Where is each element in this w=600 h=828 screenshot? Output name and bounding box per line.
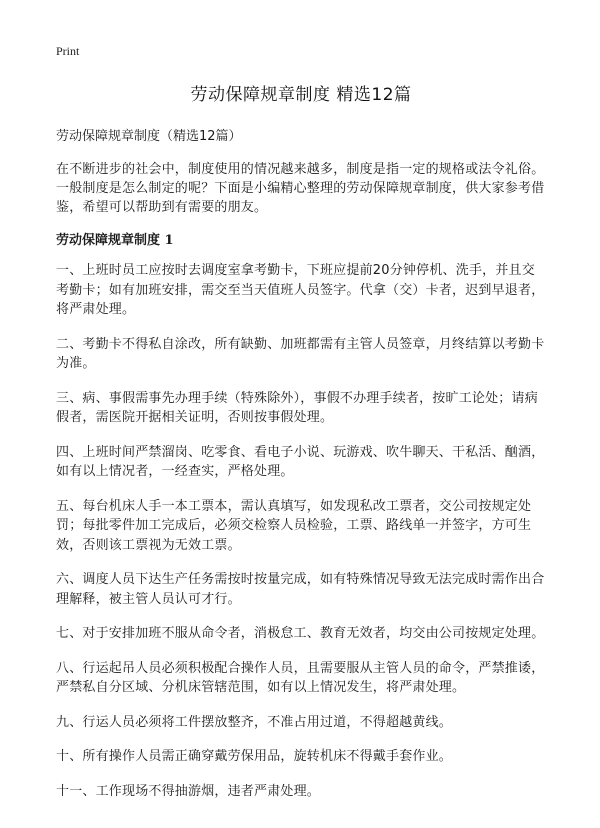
rule-item-5: 五、每台机床人手一本工票本，需认真填写，如发现私改工票者，交公司按规定处罚；每批零件加工完成后，必须交检察人员检验，工票、路线单一并签字，方可生效，否则该工票视为无效工票。 xyxy=(56,498,532,553)
page-title: 劳动保障规章制度 精选12篇 xyxy=(190,85,412,105)
rule-item-7: 七、对于安排加班不服从命令者，消极怠工、教育无效者，均交由公司按规定处理。 xyxy=(56,626,545,641)
print-link[interactable]: Print xyxy=(56,44,80,58)
rule-item-11: 十一、工作现场不得抽游烟，违者严肃处理。 xyxy=(56,783,321,799)
rule-item-10: 十、所有操作人员需正确穿戴劳保用品，旋转机床不得戴手套作业。 xyxy=(56,749,453,764)
rule-item-3: 三、病、事假需事先办理手续（特殊除外），事假不办理手续者，按旷工论处；请病假者，需医院开据相关证明，否则按事假处理。 xyxy=(56,390,538,425)
rule-item-8: 八、行运起吊人员必须积极配合操作人员，且需要服从主管人员的命令，严禁推诿，严禁私自分区域、分机床管辖范围，如有以上情况发生，将严肃处理。 xyxy=(56,660,545,695)
rule-item-9: 九、行运人员必须将工件摆放整齐，不准占用过道，不得超越黄线。 xyxy=(56,714,453,730)
rule-item-6: 六、调度人员下达生产任务需按时按量完成，如有特殊情况导致无法完成时需作出合理解释，被主管人员认可才行。 xyxy=(56,572,545,607)
rule-item-2: 二、考勤卡不得私自涂改，所有缺勤、加班都需有主管人员签章，月终结算以考勤卡为准。 xyxy=(56,336,545,371)
section-heading: 劳动保障规章制度 1 xyxy=(56,233,174,248)
document-subtitle: 劳动保障规章制度（精选12篇） xyxy=(56,129,242,144)
intro-paragraph: 在不断进步的社会中，制度使用的情况越来越多，制度是指一定的规格或法令礼俗。一般制度是怎么制定的呢？下面是小编精心整理的劳动保障规章制度，供大家参考借鉴，希望可以帮助到有需要的朋友。 xyxy=(56,162,545,215)
rule-item-1: 一、上班时员工应按时去调度室拿考勤卡，下班应提前20分钟停机、洗手，并且交考勤卡；如有加班安排，需交至当天值班人员签字。代拿（交）卡者，迟到早退者，将严肃处理。 xyxy=(56,263,545,317)
rule-item-4: 四、上班时间严禁溜岗、吃零食、看电子小说、玩游戏、吹牛聊天、干私活、酗酒，如有以上情况者，一经查实，严格处理。 xyxy=(56,444,545,479)
